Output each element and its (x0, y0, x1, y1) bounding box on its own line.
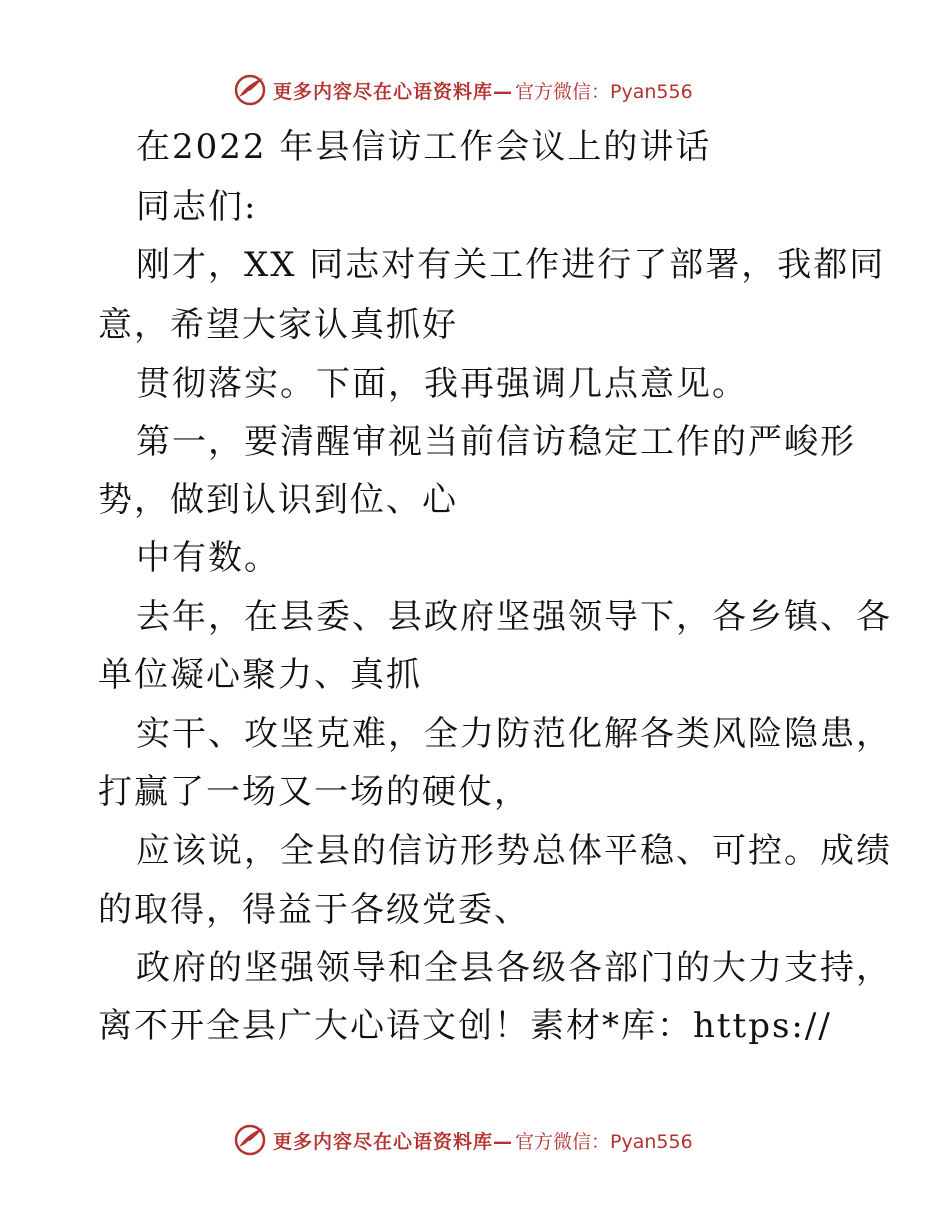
paragraph-line: 第一，要清醒审视当前信访稳定工作的严峻形 (136, 422, 856, 462)
paragraph-line: 实干、攻坚克难，全力防范化解各类风险隐患， (136, 714, 892, 754)
watermark-wechat-text: 官方微信：Pyan556 (515, 1130, 693, 1153)
paragraph-line: 政府的坚强领导和全县各级各部门的大力支持， (136, 948, 892, 988)
document-title: 在2022 年县信访工作会议上的讲话 (136, 127, 712, 167)
paragraph-line: 应该说，全县的信访形势总体平稳、可控。成绩 (136, 831, 892, 871)
paragraph-line: 去年，在县委、县政府坚强领导下，各乡镇、各 (136, 597, 892, 637)
paragraph-line: 打赢了一场又一场的硬仗， (98, 772, 530, 812)
paragraph-line: 中有数。 (136, 538, 280, 578)
paragraph-line: 离不开全县广大心语文创！素材*库：https:// (98, 1006, 832, 1046)
paragraph-line: 意，希望大家认真抓好 (98, 305, 458, 345)
feather-pen-circle-logo-icon (233, 1123, 267, 1157)
paragraph-line: 刚才，XX 同志对有关工作进行了部署，我都同 (136, 245, 886, 285)
paragraph-line: 单位凝心聚力、真抓 (98, 655, 422, 695)
paragraph-line: 的取得，得益于各级党委、 (98, 890, 530, 930)
watermark-brand-text: 更多内容尽在心语资料库— (273, 1130, 514, 1153)
paragraph-line: 势，做到认识到位、心 (98, 480, 458, 520)
watermark-wechat-text: 官方微信：Pyan556 (515, 80, 693, 103)
paragraph-line: 贯彻落实。下面，我再强调几点意见。 (136, 364, 748, 404)
watermark-brand-text: 更多内容尽在心语资料库— (273, 80, 514, 103)
salutation: 同志们: (136, 187, 258, 227)
footer-watermark (233, 1122, 693, 1158)
